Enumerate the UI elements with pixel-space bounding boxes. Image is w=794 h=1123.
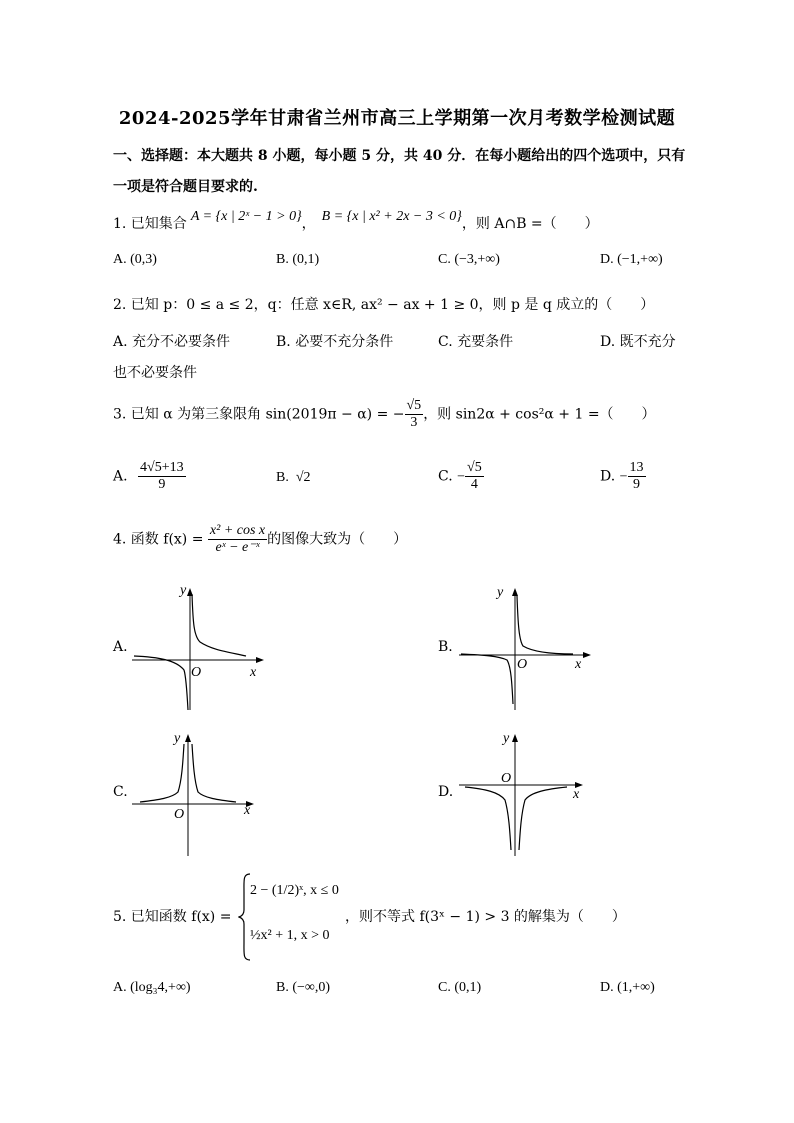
q5-option-c: C. (0,1) [438, 980, 482, 995]
q4-graph-a-label: A. [113, 639, 128, 655]
q3-fraction: $\frac{√5}{3}$ [406, 398, 422, 431]
q2-option-a: A. 充分不必要条件 [113, 334, 231, 350]
svg-text:y: y [180, 584, 187, 598]
q2-option-d: D. 既不充分 [600, 334, 676, 350]
q5-case-1: 2 − (1/2)ˣ, x ≤ 0 [250, 883, 339, 898]
q1-option-c: C. (−3,+∞) [438, 252, 500, 267]
q4-graph-a [128, 584, 268, 712]
q1-sep: ， [301, 216, 316, 232]
q4-fraction: $\frac{\text{x² + cos x}}{\text{eˣ − e⁻ˣ}}$ [209, 523, 266, 556]
q1-suffix: ，则 A∩B =（ ） [461, 216, 599, 232]
q5-option-a: A. (log₃4,+∞) [113, 980, 191, 995]
q1-set-b: B = {x | x² + 2x − 3 < 0} [321, 209, 462, 224]
q3-option-c: C. − $\frac{√5}{4}$ [438, 460, 482, 493]
question-5-prefix: 5. 已知函数 f(x) = [113, 909, 232, 925]
section-heading-line1: 一、选择题：本大题共 8 小题，每小题 5 分，共 40 分．在每小题给出的四个选项中，只有 [113, 148, 686, 164]
q1-option-b: B. (0,1) [276, 252, 320, 267]
q1-option-d: D. (−1,+∞) [600, 252, 663, 267]
q1-set-a: A = {x | 2ˣ − 1 > 0} [190, 209, 302, 224]
svg-text:O: O [501, 771, 512, 786]
q5-suffix: ，则不等式 f(3ˣ − 1) > 3 的解集为（ ） [345, 909, 626, 925]
q3-option-a: A. $\frac{4√5+13}{9}$ [113, 460, 184, 493]
q1-prefix: 1. 已知集合 [113, 216, 187, 232]
q4-suffix: 的图像大致为（ ） [267, 531, 408, 548]
svg-text:y: y [497, 585, 504, 600]
q3-suffix: ，则 sin2α + cos²α + 1 =（ ） [423, 406, 656, 423]
svg-text:x: x [575, 657, 582, 672]
q3-prefix: 3. 已知 α 为第三象限角 sin(2019π − α) = − [113, 406, 405, 423]
q5-option-b: B. (−∞,0) [276, 980, 331, 995]
svg-text:y: y [503, 731, 510, 746]
q4-graph-d [455, 730, 595, 858]
q5-case-2: ½x² + 1, x > 0 [250, 928, 330, 943]
q1-option-a: A. (0,3) [113, 252, 157, 267]
question-1 [113, 209, 599, 233]
q2-option-c: C. 充要条件 [438, 334, 514, 350]
q2-option-d-continuation: 也不必要条件 [113, 365, 197, 381]
q4-graph-d-label: D. [438, 784, 454, 800]
q5-option-d: D. (1,+∞) [600, 980, 655, 995]
question-4 [113, 523, 407, 556]
svg-text:O: O [174, 807, 185, 822]
svg-text:O: O [517, 657, 528, 672]
svg-text:y: y [174, 731, 181, 746]
svg-text:x: x [573, 787, 580, 802]
q4-graph-c-label: C. [113, 784, 128, 800]
q4-graph-c [128, 730, 268, 858]
q4-graph-b-label: B. [438, 639, 453, 655]
svg-text:x: x [250, 665, 257, 680]
svg-text:O: O [191, 665, 202, 680]
question-2: 2. 已知 p：0 ≤ a ≤ 2，q：任意 x∈R, ax² − ax + 1 ≥ 0，则 p 是 q 成立的（ ） [113, 297, 655, 313]
q3-option-b: B. √2 [276, 470, 311, 485]
q4-prefix: 4. 函数 f(x) = [113, 531, 204, 548]
q4-graph-b [455, 584, 595, 712]
question-3 [113, 398, 656, 431]
q3-option-d: D. − $\frac{13}{9}$ [600, 460, 644, 493]
section-heading-line2: 一项是符合题目要求的. [113, 179, 258, 195]
page-title: 2024-2025学年甘肃省兰州市高三上学期第一次月考数学检测试题 [118, 108, 676, 129]
svg-text:x: x [244, 803, 251, 818]
q2-option-b: B. 必要不充分条件 [276, 334, 394, 350]
